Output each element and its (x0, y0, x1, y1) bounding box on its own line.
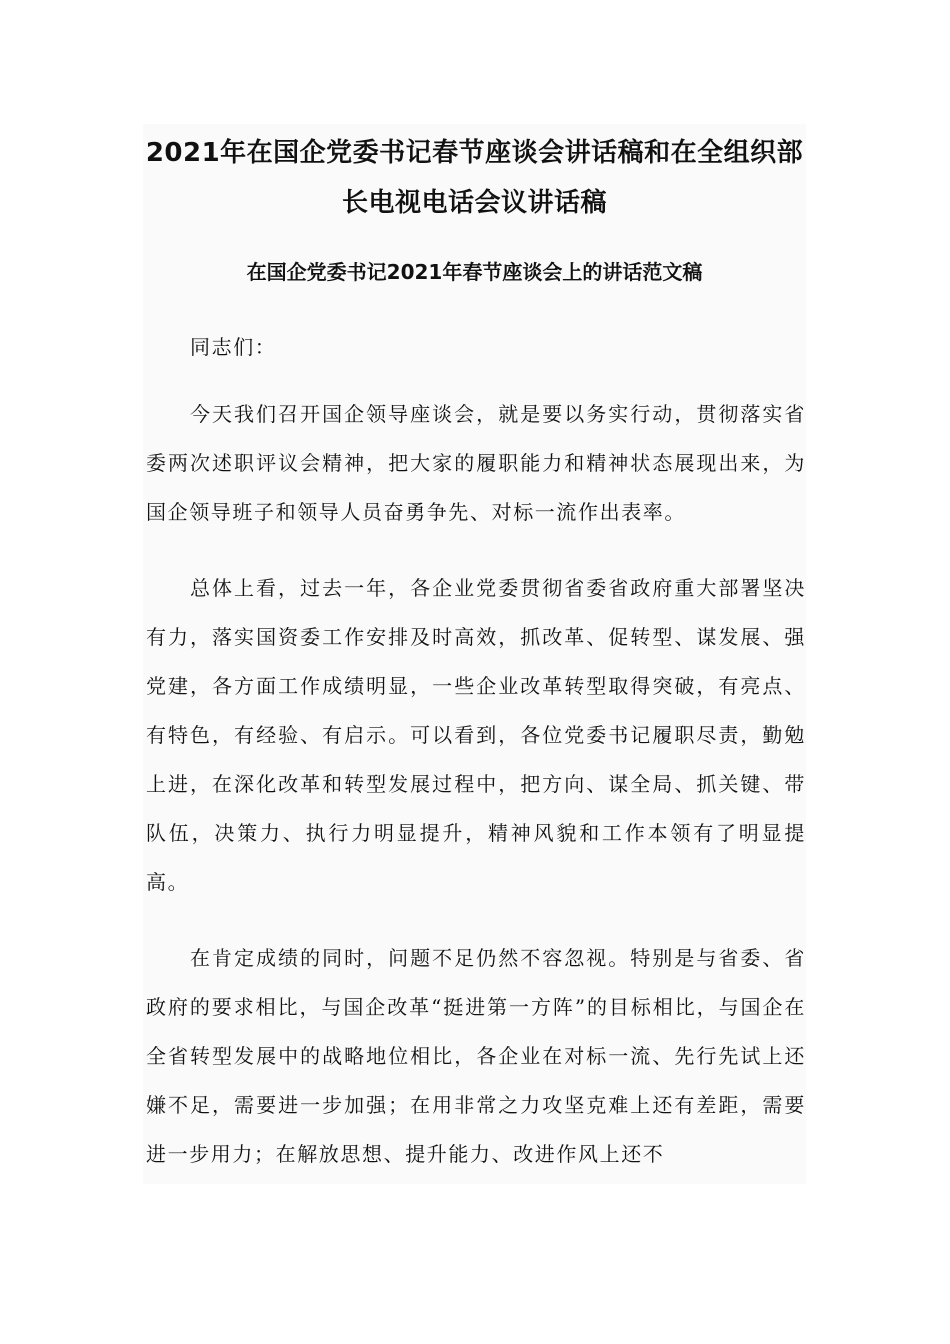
document-subtitle: 在国企党委书记2021年春节座谈会上的讲话范文稿 (246, 260, 703, 284)
greeting: 同志们： (190, 335, 277, 359)
paragraph-3: 在肯定成绩的同时，问题不足仍然不容忽视。特别是与省委、省政府的要求相比，与国企改革“挺进第一方阵”的目标相比，与国企在全省转型发展中的战略地位相比，各企业在对标一流、先行先试上还嫌不足，需要进一步加强；在用非常之力攻坚克难上还有差距，需要进一步用力；在解放思想、提升能力、改进作风上还不 (146, 946, 806, 1166)
document-title: 2021年在国企党委书记春节座谈会讲话稿和在全组织部长电视电话会议讲话稿 (145, 138, 804, 218)
paragraph-2: 总体上看，过去一年，各企业党委贯彻省委省政府重大部署坚决有力，落实国资委工作安排及时高效，抓改革、促转型、谋发展、强党建，各方面工作成绩明显，一些企业改革转型取得突破，有亮点、有特色，有经验、有启示。可以看到，各位党委书记履职尽责，勤勉上进，在深化改革和转型发展过程中，把方向、谋全局、抓关键、带队伍，决策力、执行力明显提升，精神风貌和工作本领有了明显提高。 (146, 576, 806, 894)
paragraph-1: 今天我们召开国企领导座谈会，就是要以务实行动，贯彻落实省委两次述职评议会精神，把大家的履职能力和精神状态展现出来，为国企领导班子和领导人员奋勇争先、对标一流作出表率。 (146, 402, 806, 524)
